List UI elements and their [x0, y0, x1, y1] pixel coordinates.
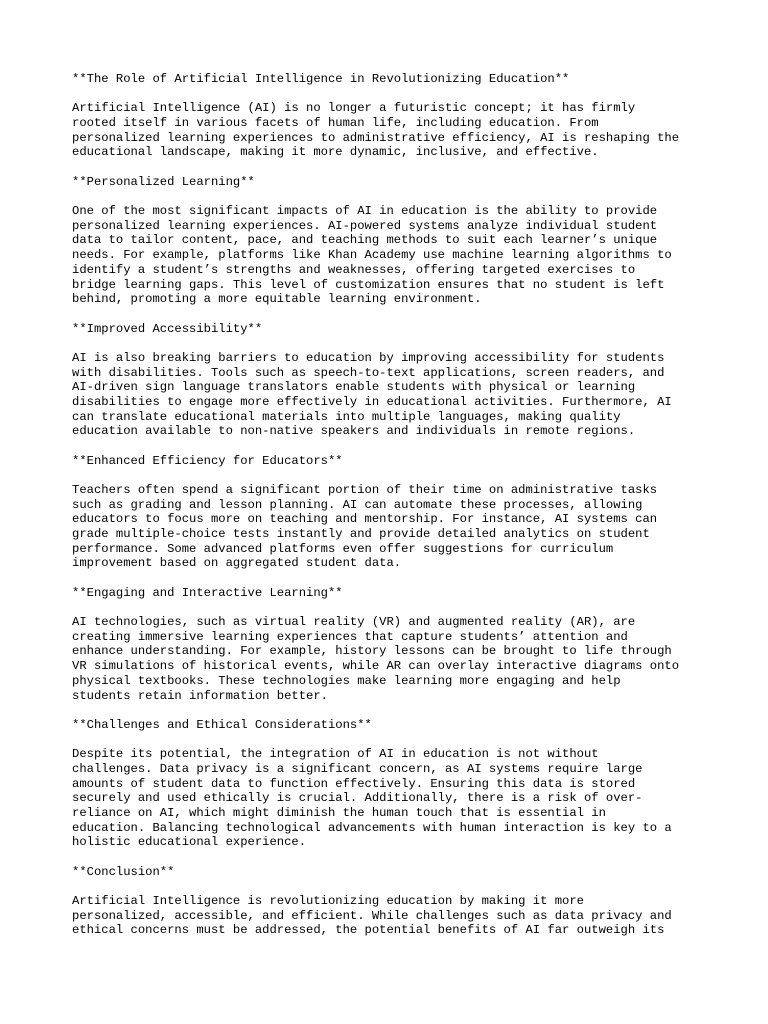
document-title: **The Role of Artificial Intelligence in Revolutionizing Education**: [72, 72, 570, 86]
document-page: [72, 72, 712, 953]
challenges-paragraph: Despite its potential, the integration of AI in education is not without challenges. Data privacy is a significant concern, as AI systems require large amounts of student data to function effectively. Ensuring this data is stored securely and used ethically is crucial. Additionally, there is a risk of over- reliance on AI, which might diminish the human touch that is essential in education. Balancing technological advancements with human interaction is key to a holistic educational experience.: [72, 747, 672, 850]
improved-accessibility-paragraph: AI is also breaking barriers to education by improving accessibility for students with disabilities. Tools such as speech-to-text applications, screen readers, and AI-driven sign language translators enable students with physical or learning disabilities to engage more effectively in educational activities. Furthermore, AI can translate educational materials into multiple languages, making quality education available to non-native speakers and individuals in remote regions.: [72, 350, 672, 439]
section-heading-engaging-learning: **Engaging and Interactive Learning**: [72, 585, 343, 600]
engaging-learning-paragraph: AI technologies, such as virtual reality (VR) and augmented reality (AR), are creating immersive learning experiences that capture students’ attention and enhance understanding. For example, history lessons can be brought to life through VR simulations of historical events, while AR can overlay interactive diagrams onto physical textbooks. These technologies make learning more engaging and help students retain information better.: [72, 615, 680, 703]
section-heading-challenges: **Challenges and Ethical Considerations**: [72, 717, 372, 732]
section-heading-improved-accessibility: **Improved Accessibility**: [72, 321, 263, 336]
personalized-learning-paragraph: One of the most significant impacts of AI in education is the ability to provide personalized learning experiences. AI-powered systems analyze individual student data to tailor content, pace, and teaching methods to suit each learner’s unique needs. For example, platforms like Khan Academy use machine learning algorithms to identify a student’s strengths and weaknesses, offering targeted exercises to bridge learning gaps. This level of customization ensures that no student is left behind, promoting a more equitable learning environment.: [72, 204, 672, 307]
enhanced-efficiency-paragraph: Teachers often spend a significant portion of their time on administrative tasks such as grading and lesson planning. AI can automate these processes, allowing educators to focus more on teaching and mentorship. For instance, AI systems can grade multiple-choice tests instantly and provide detailed analytics on student performance. Some advanced platforms even offer suggestions for curriculum improvement based on aggregated student data.: [72, 482, 658, 571]
intro-paragraph: Artificial Intelligence (AI) is no longer a futuristic concept; it has firmly rooted itself in various facets of human life, including education. From personalized learning experiences to administrative efficiency, AI is reshaping the educational landscape, making it more dynamic, inclusive, and effective.: [72, 101, 680, 160]
section-heading-enhanced-efficiency: **Enhanced Efficiency for Educators**: [72, 453, 343, 468]
section-heading-conclusion: **Conclusion**: [72, 864, 175, 879]
conclusion-paragraph: Artificial Intelligence is revolutionizing education by making it more personalized, accessible, and efficient. While challenges such as data privacy and ethical concerns must be addressed, the potential benefits of AI far outweigh its: [72, 893, 672, 938]
section-heading-personalized-learning: **Personalized Learning**: [72, 174, 255, 189]
